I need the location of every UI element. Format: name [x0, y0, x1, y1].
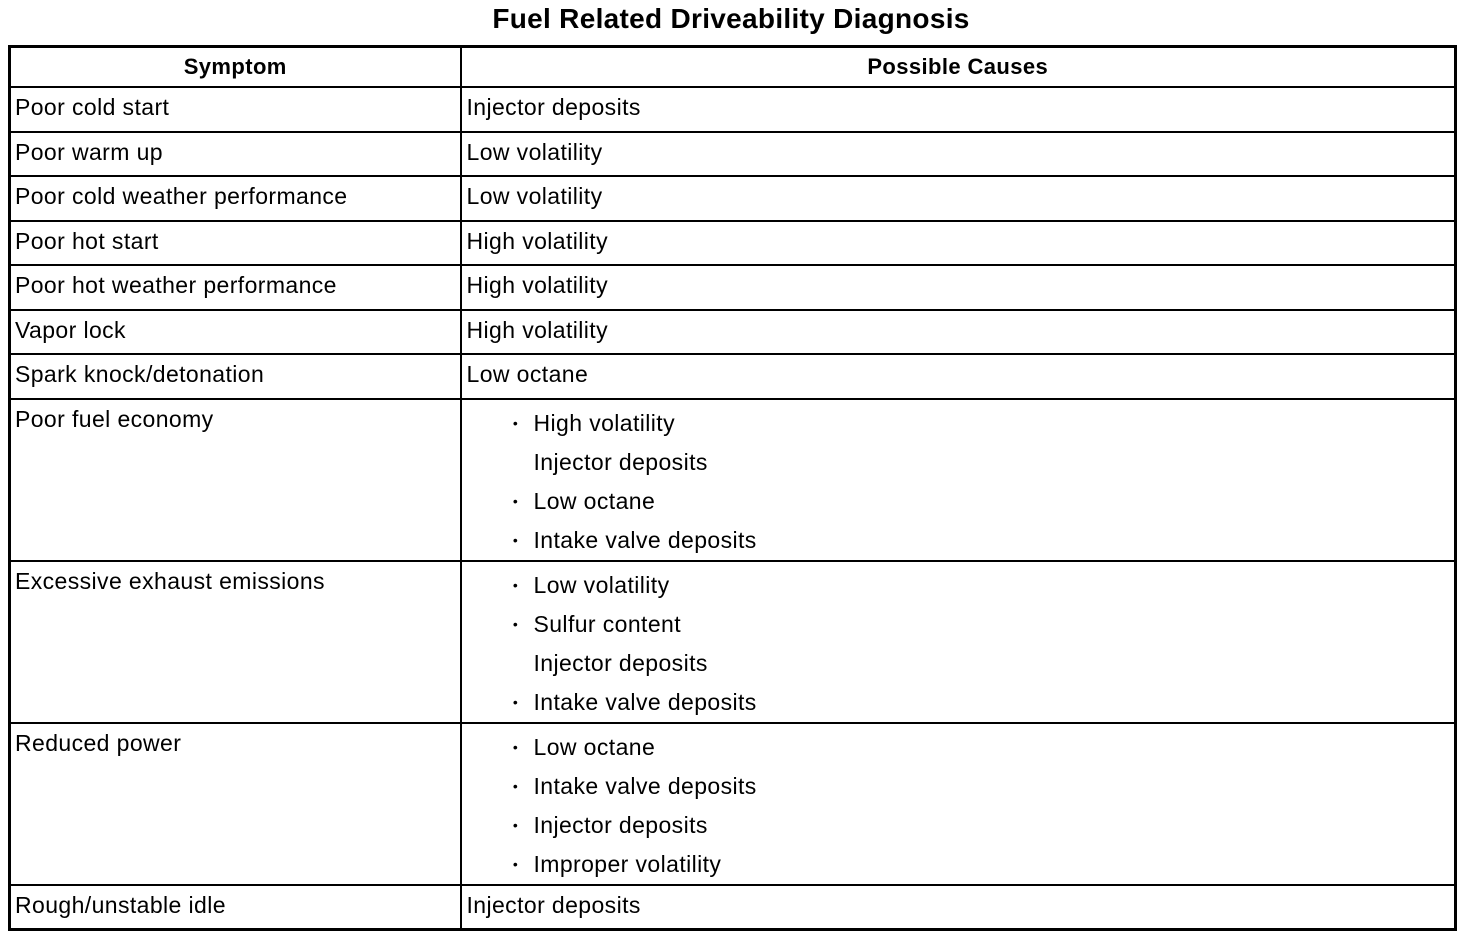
bullet-icon: •	[512, 615, 519, 632]
cause-text: Injector deposits	[533, 811, 708, 838]
cause-text: Low volatility	[533, 571, 670, 598]
symptom-cell: Poor cold start	[10, 87, 461, 132]
cause-list-item	[462, 482, 1455, 521]
symptom-cell: Poor warm up	[10, 132, 461, 177]
cause-cell: Low octane	[461, 354, 1456, 399]
cause-list-item	[462, 566, 1455, 605]
diagnosis-table	[8, 45, 1457, 931]
bullet-icon: •	[512, 855, 519, 872]
table-row	[10, 176, 1456, 221]
cause-list-item	[462, 605, 1455, 644]
symptom-cell: Excessive exhaust emissions	[10, 561, 461, 723]
bullet-icon: •	[512, 576, 519, 593]
cause-text: Intake valve deposits	[533, 772, 757, 799]
document-title: Fuel Related Driveability Diagnosis	[492, 3, 970, 34]
cause-text: Intake valve deposits	[533, 526, 757, 553]
cause-text: High volatility	[533, 409, 675, 436]
symptom-cell: Poor hot weather performance	[10, 265, 461, 310]
column-header-symptom: Symptom	[10, 47, 461, 88]
cause-text: Improper volatility	[533, 850, 722, 877]
bullet-icon: •	[512, 531, 519, 548]
cause-text: Low octane	[533, 487, 656, 514]
cause-text: Injector deposits	[533, 448, 708, 475]
cause-text: Intake valve deposits	[533, 688, 757, 715]
cause-cell: High volatility	[461, 310, 1456, 355]
cause-list-item	[462, 806, 1455, 845]
table-row	[10, 354, 1456, 399]
bullet-icon: •	[512, 816, 519, 833]
symptom-cell: Poor fuel economy	[10, 399, 461, 561]
cause-list-cell	[461, 561, 1456, 723]
cause-cell: Low volatility	[461, 132, 1456, 177]
cause-cell: Injector deposits	[461, 885, 1456, 930]
table-row	[10, 723, 1456, 885]
cause-list-cell	[461, 723, 1456, 885]
cause-list-item	[462, 521, 1455, 560]
cause-list-item	[462, 728, 1455, 767]
cause-list-item	[462, 404, 1455, 443]
symptom-cell: Vapor lock	[10, 310, 461, 355]
bullet-icon: •	[512, 693, 519, 710]
column-header-possible-causes: Possible Causes	[461, 47, 1456, 88]
symptom-cell: Reduced power	[10, 723, 461, 885]
table-row	[10, 561, 1456, 723]
cause-list-item	[462, 845, 1455, 884]
symptom-cell: Poor hot start	[10, 221, 461, 266]
symptom-cell: Spark knock/detonation	[10, 354, 461, 399]
table-row	[10, 221, 1456, 266]
cause-cell: High volatility	[461, 221, 1456, 266]
cause-cell: High volatility	[461, 265, 1456, 310]
table-row	[10, 132, 1456, 177]
bullet-icon: •	[512, 414, 519, 431]
table-header-row	[10, 47, 1456, 88]
table-row	[10, 399, 1456, 561]
symptom-cell: Rough/unstable idle	[10, 885, 461, 930]
cause-list-cell	[461, 399, 1456, 561]
table-row	[10, 265, 1456, 310]
cause-text: Sulfur content	[533, 610, 682, 637]
table-row	[10, 87, 1456, 132]
cause-list-item	[462, 767, 1455, 806]
cause-text: Low octane	[533, 733, 656, 760]
cause-cell: Low volatility	[461, 176, 1456, 221]
cause-list-item	[462, 683, 1455, 722]
bullet-icon: •	[512, 777, 519, 794]
table-row	[10, 310, 1456, 355]
bullet-icon: •	[512, 492, 519, 509]
symptom-cell: Poor cold weather performance	[10, 176, 461, 221]
bullet-icon: •	[512, 738, 519, 755]
cause-cell: Injector deposits	[461, 87, 1456, 132]
cause-list-item	[462, 644, 1455, 683]
cause-text: Injector deposits	[533, 649, 708, 676]
cause-list-item	[462, 443, 1455, 482]
table-row	[10, 885, 1456, 930]
